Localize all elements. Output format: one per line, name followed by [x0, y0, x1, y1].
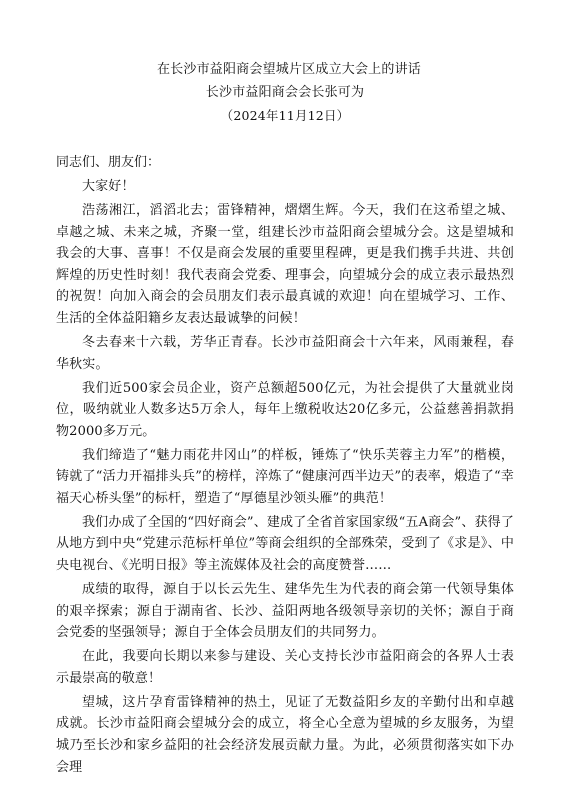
speech-body	[56, 176, 514, 778]
document-title: 在长沙市益阳商会望城片区成立大会上的讲话	[156, 62, 421, 77]
paragraph-models: 我们缔造了“魅力雨花井冈山”的样板，锤炼了“快乐芙蓉主力军”的楷模，铸就了“活力开福排头兵”的榜样，淬炼了“健康河西半边天”的表率，煅造了“幸福天心桥头堡”的标杆，塑造了“厚德星沙领头雁”的典范！	[56, 447, 514, 506]
speech-date: （2024年11月12日）	[220, 108, 350, 123]
paragraph-tribute: 在此，我要向长期以来参与建设、关心支持长沙市益阳商会的各界人士表示最崇高的敬意！	[56, 649, 514, 686]
speaker-line: 长沙市益阳商会会长张可为	[205, 85, 365, 100]
document-header	[56, 58, 514, 127]
paragraph-member-stats: 我们近500家会员企业，资产总额超500亿元，为社会提供了大量就业岗位，吸纳就业人数多达5万余人，每年上缴税收达20亿多元，公益慈善捐款捐物2000多万元。	[56, 380, 514, 439]
paragraph-achievements-source: 成绩的取得，源自于以长云先生、建华先生为代表的商会第一代领导集体的艰辛探索；源自于湖南省、长沙、益阳两地各级领导亲切的关怀；源自于商会党委的坚强领导；源自于全体会员朋友们的共同努力。	[56, 582, 514, 641]
salutation: 同志们、朋友们：	[56, 155, 161, 170]
paragraph-sixteen-years: 冬去春来十六载，芳华正青春。长沙市益阳商会十六年来，风雨兼程，春华秋实。	[56, 334, 514, 372]
paragraph-opening: 浩荡湘江，滔滔北去；雷锋精神，熠熠生辉。今天，我们在这希望之城、卓越之城、未来之城，齐聚一堂，组建长沙市益阳商会望城分会。这是望城和我会的大事、喜事！不仅是商会发展的重要里程碑，更是我们携手共进、共创辉煌的历史性时刻！我代表商会党委、理事会，向望城分会的成立表示最热烈的祝贺！向加入商会的会员朋友们表示最真诚的欢迎！向在望城学习、工作、生活的全体益阳籍乡友表达最诚挚的问候！	[56, 202, 514, 326]
paragraph-greeting: 大家好！	[82, 179, 135, 194]
paragraph-honors: 我们办成了全国的“四好商会”、建成了全省首家国家级“五A商会”、获得了从地方到中央“党建示范标杆单位”等商会组织的全部殊荣，受到了《求是》、中央电视台、《光明日报》等主流媒体及社会的高度赞誉……	[56, 514, 514, 574]
paragraph-wangcheng: 望城，这片孕育雷锋精神的热土，见证了无数益阳乡友的辛勤付出和卓越成就。长沙市益阳商会望城分会的成立，将全心全意为望城的乡友服务，为望城乃至长沙和家乡益阳的社会经济发展贡献力量。为此，必须贯彻落实如下办会理	[56, 694, 514, 775]
